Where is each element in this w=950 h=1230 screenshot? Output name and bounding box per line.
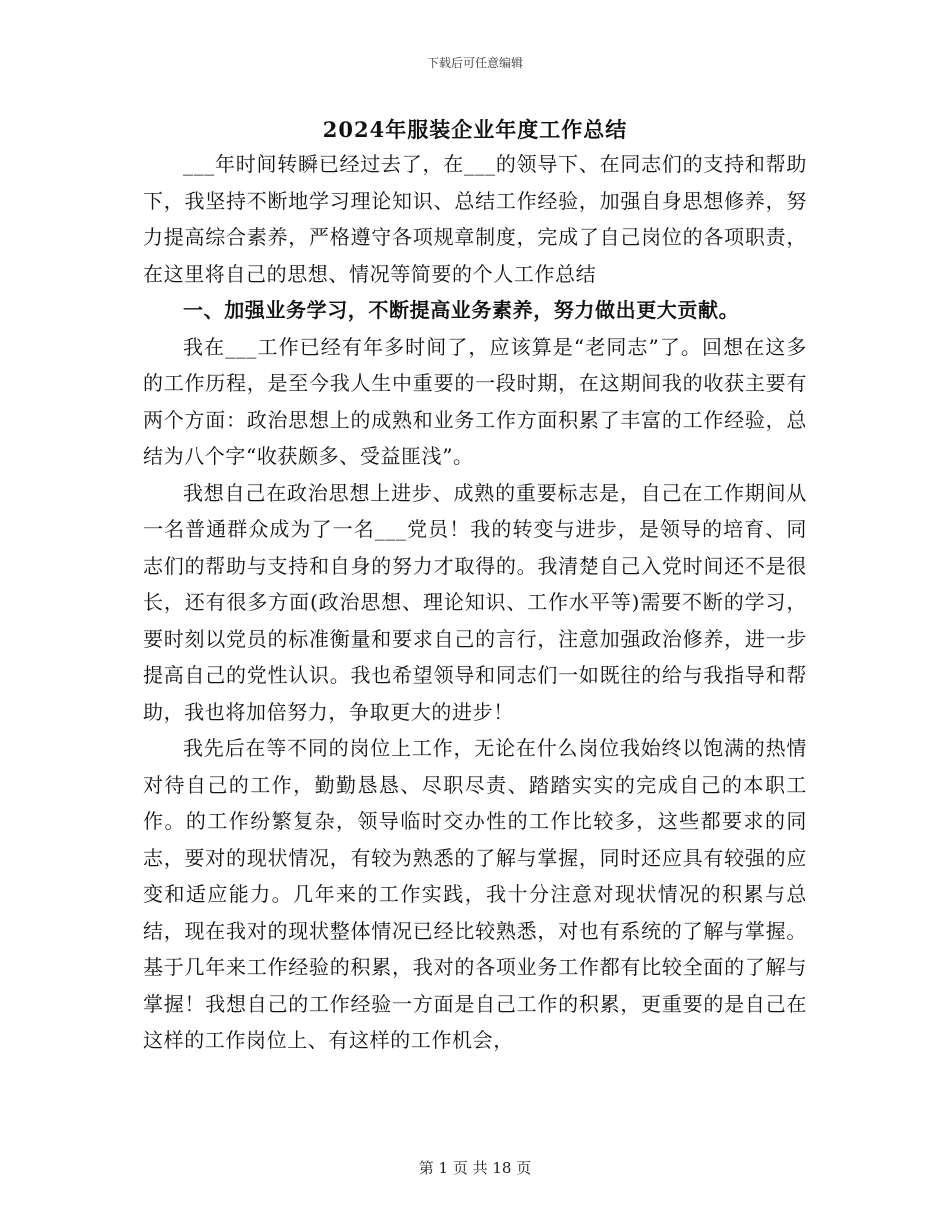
body-paragraph: 我在___工作已经有年多时间了，应该算是“老同志”了。回想在这多的工作历程，是至今我人生中重要的一段时期，在这期间我的收获主要有两个方面：政治思想上的成熟和业务工作方面积累了丰富的工作经验，总结为八个字“收获颇多、受益匪浅”。	[143, 334, 807, 468]
document-body	[143, 146, 807, 1059]
body-paragraph: 我想自己在政治思想上进步、成熟的重要标志是，自己在工作期间从一名普通群众成为了一名___党员！我的转变与进步，是领导的培育、同志们的帮助与支持和自身的努力才取得的。我清楚自己入党时间还不是很长，还有很多方面(政治思想、理论知识、工作水平等)需要不断的学习，要时刻以党员的标准衡量和要求自己的言行，注意加强政治修养，进一步提高自己的党性认识。我也希望领导和同志们一如既往的给与我指导和帮助，我也将加倍努力，争取更大的进步！	[143, 480, 807, 724]
page-number-footer: 第 1 页 共 18 页	[418, 1159, 532, 1177]
section-heading-1: 一、加强业务学习，不断提高业务素养，努力做出更大贡献。	[183, 298, 740, 322]
page-header-note: 下载后可任意编辑	[426, 56, 523, 70]
document-title: 2024年服装企业年度工作总结	[322, 117, 628, 142]
body-paragraph-intro: ___年时间转瞬已经过去了，在___的领导下、在同志们的支持和帮助下，我坚持不断地学习理论知识、总结工作经验，加强自身思想修养，努力提高综合素养，严格遵守各项规章制度，完成了自己岗位的各项职责，在这里将自己的思想、情况等简要的个人工作总结	[143, 152, 807, 286]
body-paragraph: 我先后在等不同的岗位上工作，无论在什么岗位我始终以饱满的热情对待自己的工作，勤勤恳恳、尽职尽责、踏踏实实的完成自己的本职工作。的工作纷繁复杂，领导临时交办性的工作比较多，这些都要求的同志，要对的现状情况，有较为熟悉的了解与掌握，同时还应具有较强的应变和适应能力。几年来的工作实践，我十分注意对现状情况的积累与总结，现在我对的现状整体情况已经比较熟悉，对也有系统的了解与掌握。基于几年来工作经验的积累，我对的各项业务工作都有比较全面的了解与掌握！我想自己的工作经验一方面是自己工作的积累，更重要的是自己在这样的工作岗位上、有这样的工作机会，	[143, 736, 807, 1052]
